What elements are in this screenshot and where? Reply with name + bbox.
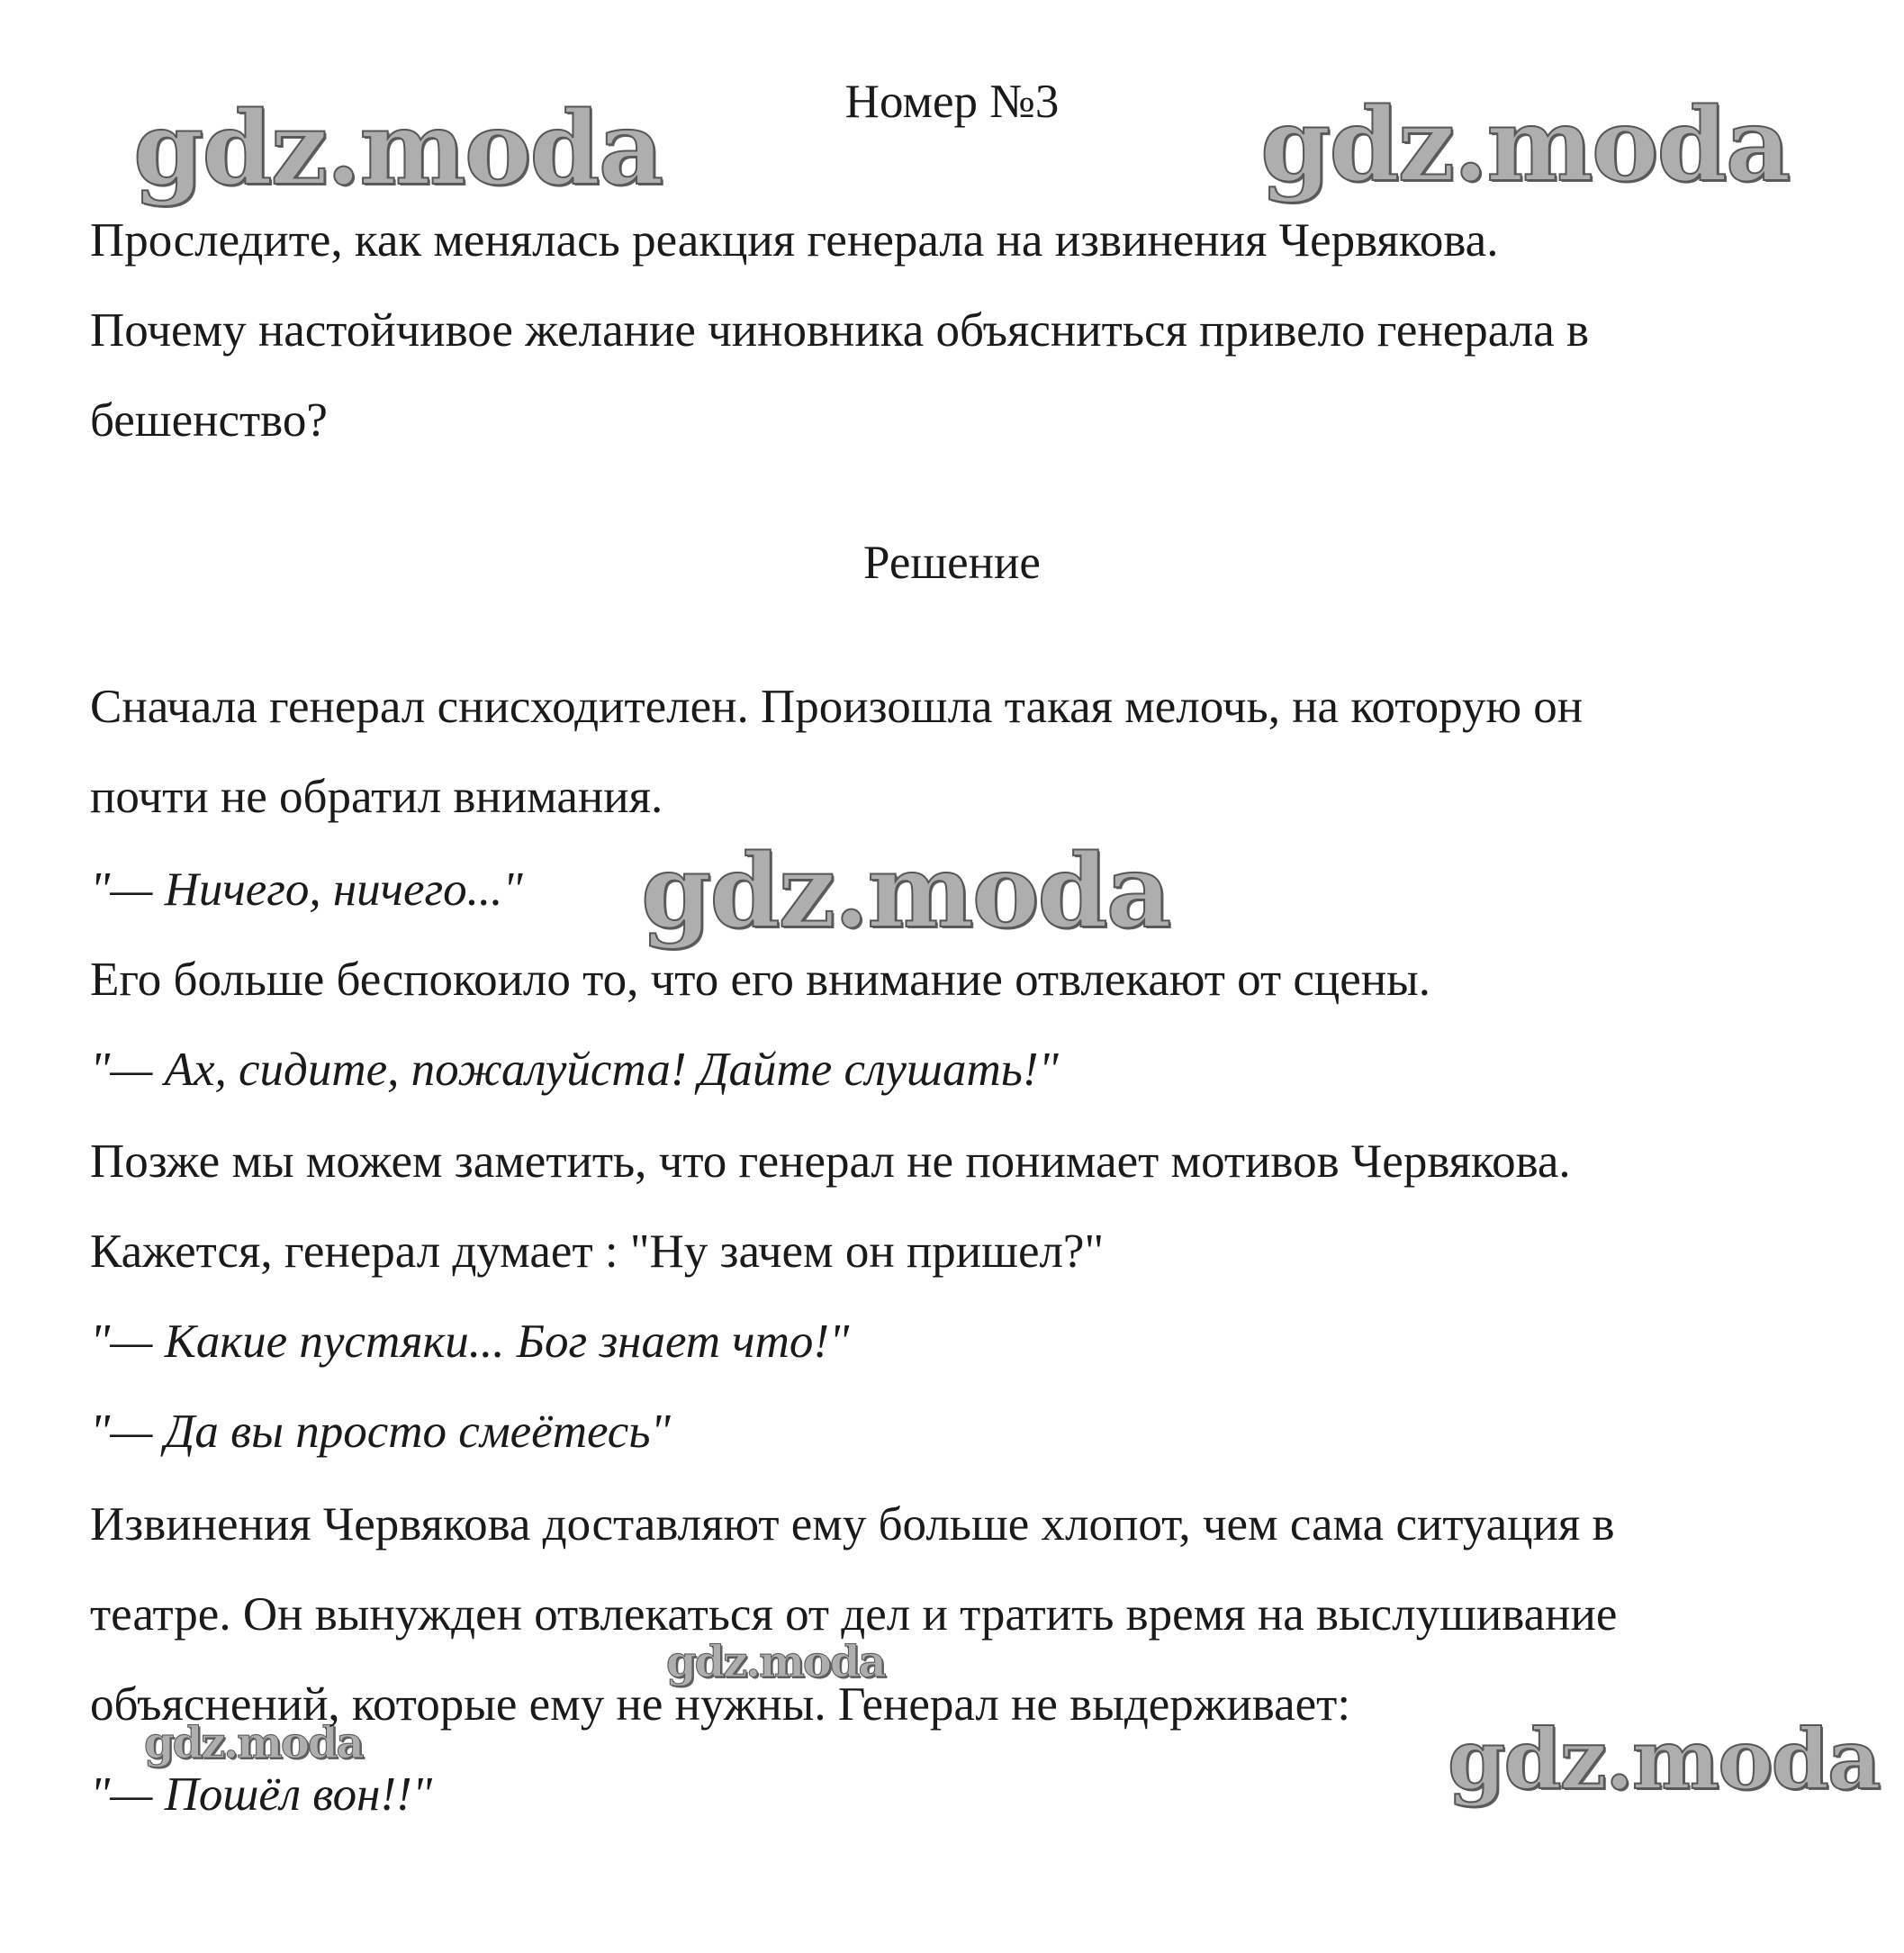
- answer-paragraph-4-line-3: объяснений, которые ему не нужны. Генерал не выдерживает:: [90, 1678, 1351, 1731]
- watermark-logo: gdz.moda: [1448, 1711, 1880, 1808]
- watermark-logo: gdz.moda: [1260, 86, 1790, 204]
- watermark-logo: gdz.moda: [133, 90, 663, 208]
- answer-paragraph-4-line-1: Извинения Червякова доставляют ему больше хлопот, чем сама ситуация в: [90, 1498, 1615, 1551]
- watermark-logo: gdz.moda: [666, 1637, 885, 1687]
- quote-2: "— Ах, сидите, пожалуйста! Дайте слушать!": [90, 1044, 1059, 1096]
- answer-paragraph-2: Его больше беспокоило то, что его внимание отвлекают от сцены.: [90, 954, 1430, 1006]
- answer-paragraph-3-line-2: Кажется, генерал думает : "Ну зачем он пришел?": [90, 1225, 1105, 1278]
- watermark-logo: gdz.moda: [144, 1718, 363, 1768]
- question-line-2: Почему настойчивое желание чиновника объясниться привело генерала в: [90, 304, 1589, 357]
- quote-4: "— Да вы просто смеётесь": [90, 1406, 671, 1458]
- question-line-3: бешенство?: [90, 394, 328, 447]
- question-line-1: Проследите, как менялась реакция генерала на извинения Червякова.: [90, 214, 1499, 267]
- answer-paragraph-1-line-2: почти не обратил внимания.: [90, 771, 663, 823]
- answer-paragraph-1-line-1: Сначала генерал снисходителен. Произошла такая мелочь, на которую он: [90, 681, 1584, 733]
- quote-5: "— Пошёл вон!!": [90, 1768, 432, 1821]
- quote-3: "— Какие пустяки... Бог знает что!": [90, 1316, 850, 1368]
- solution-heading: Решение: [863, 537, 1041, 589]
- answer-paragraph-3-line-1: Позже мы можем заметить, что генерал не понимает мотивов Червякова.: [90, 1135, 1571, 1188]
- watermark-logo: gdz.moda: [641, 833, 1170, 951]
- quote-1: "— Ничего, ничего...": [90, 863, 523, 916]
- answer-paragraph-4-line-2: театре. Он вынужден отвлекаться от дел и тратить время на выслушивание: [90, 1588, 1618, 1641]
- page-title: Номер №3: [844, 76, 1060, 128]
